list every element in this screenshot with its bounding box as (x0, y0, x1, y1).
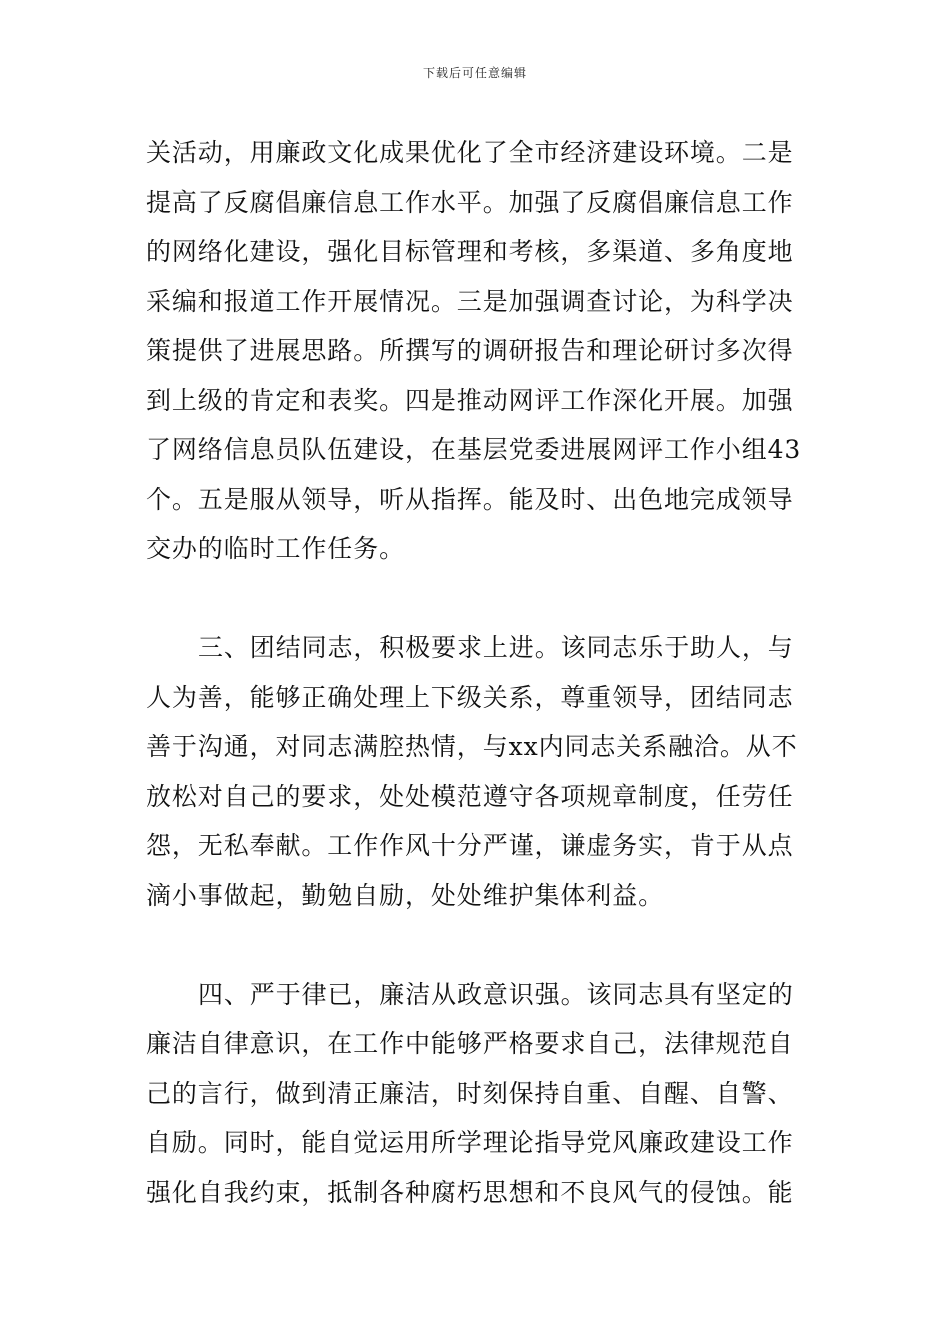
text-line: 的网络化建设，强化目标管理和考核，多渠道、多角度地 (146, 237, 794, 266)
text-line: 了网络信息员队伍建设，在基层党委进展网评工作小组43 (146, 435, 802, 464)
text-line: 自励。同时，能自觉运用所学理论指导党风廉政建设工作 (146, 1128, 794, 1157)
text-line: 到上级的肯定和表奖。四是推动网评工作深化开展。加强 (146, 385, 794, 415)
header-note: 下载后可任意编辑 (422, 66, 527, 80)
text-line: 己的言行，做到清正廉洁，时刻保持自重、自醒、自警、 (146, 1078, 794, 1108)
paragraph-gap (146, 574, 808, 624)
text-line: 滴小事做起，勤勉自励，处处维护集体利益。 (146, 880, 665, 910)
paragraph-2 (146, 623, 808, 920)
text-line: 人为善，能够正确处理上下级关系，尊重领导，团结同志 (146, 682, 794, 712)
paragraph-1 (146, 128, 808, 574)
text-line: 采编和报道工作开展情况。三是加强调查讨论，为科学决 (146, 286, 794, 316)
text-line: 提高了反腐倡廉信息工作水平。加强了反腐倡廉信息工作 (146, 187, 794, 217)
text-line: 怨，无私奉献。工作作风十分严谨，谦虚务实，肯于从点 (146, 831, 794, 860)
text-line: 善于沟通，对同志满腔热情，与xx内同志关系融洽。从不 (146, 732, 798, 761)
text-line: 三、团结同志，积极要求上进。该同志乐于助人，与 (198, 633, 794, 662)
text-line: 廉洁自律意识，在工作中能够严格要求自己，法律规范自 (146, 1029, 794, 1058)
text-line: 关活动，用廉政文化成果优化了全市经济建设环境。二是 (146, 138, 794, 167)
paragraph-3 (146, 970, 808, 1218)
document-body (146, 128, 808, 1217)
text-line: 强化自我约束，抵制各种腐朽思想和不良风气的侵蚀。能 (146, 1177, 794, 1207)
text-line: 策提供了进展思路。所撰写的调研报告和理论研讨多次得 (146, 336, 794, 365)
text-line: 个。五是服从领导，听从指挥。能及时、出色地完成领导 (146, 484, 794, 514)
text-line: 交办的临时工作任务。 (146, 534, 406, 563)
paragraph-gap (146, 920, 808, 970)
text-line: 放松对自己的要求，处处模范遵守各项规章制度，任劳任 (146, 781, 794, 811)
text-line: 四、严于律已，廉洁从政意识强。该同志具有坚定的 (198, 979, 794, 1009)
